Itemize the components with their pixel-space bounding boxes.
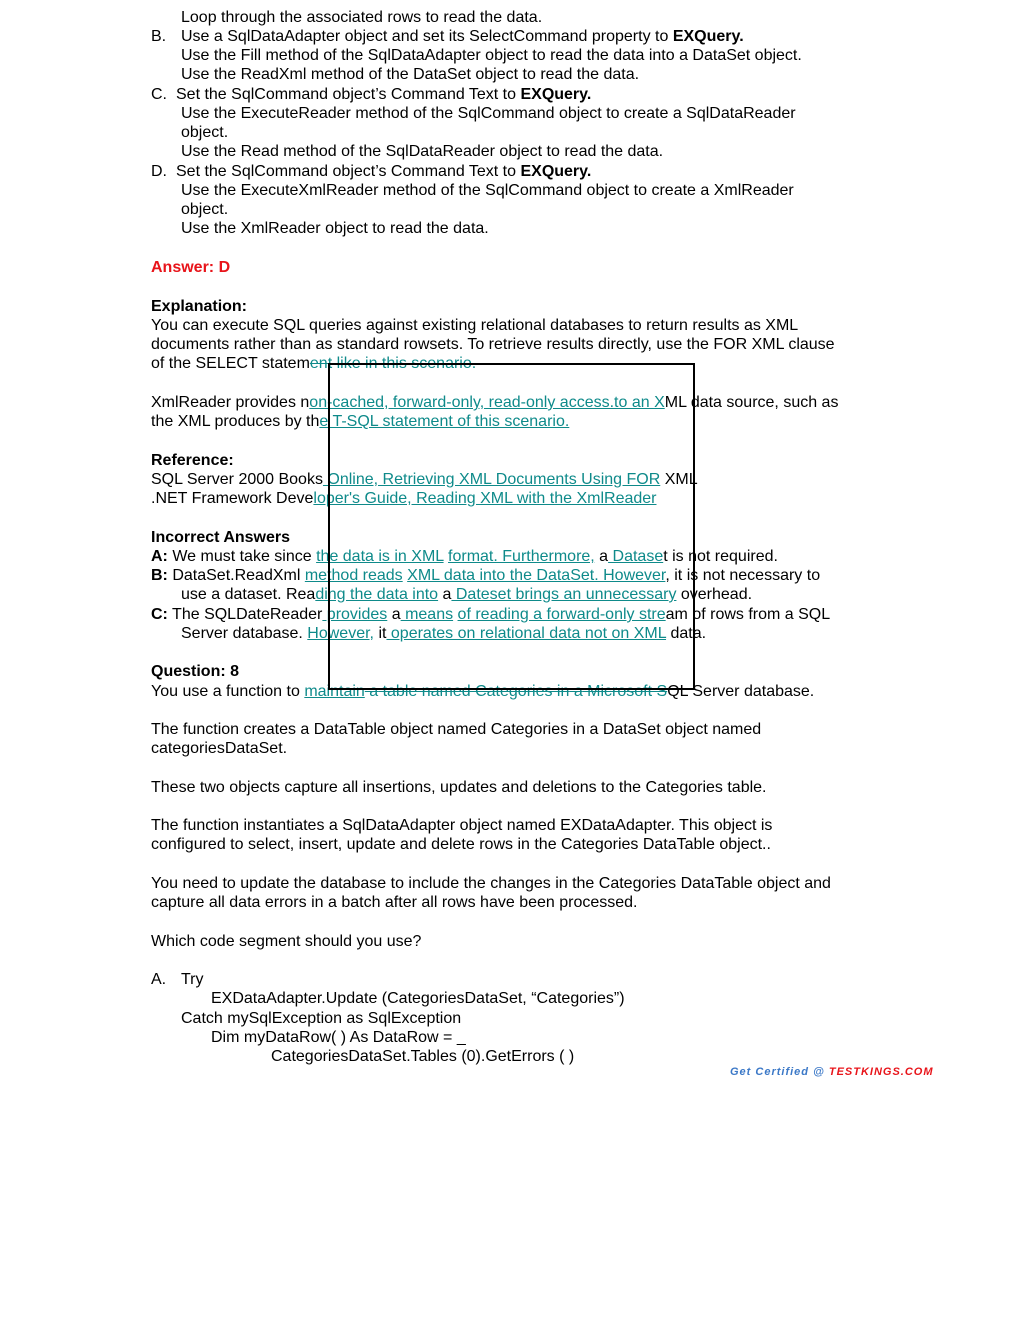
question-line: The function creates a DataTable object named Categories in a DataSet object named: [151, 721, 762, 738]
option-a-line: Loop through the associated rows to read the data.: [181, 9, 543, 26]
question-line: You need to update the database to include the changes in the Categories DataTable object and: [151, 875, 831, 892]
explanation-line: documents rather than as standard rowsets. To retrieve results directly, use the FOR XML clause: [151, 336, 835, 353]
option-d-line4: Use the XmlReader object to read the data.: [181, 220, 489, 237]
incorrect-answer-b: B: DataSet.ReadXml method reads XML data into the DataSet. However, it is not necessary to: [151, 567, 821, 584]
question-line: categoriesDataSet.: [151, 740, 288, 757]
code-line: Catch mySqlException as SqlException: [181, 1010, 462, 1027]
question-line: Which code segment should you use?: [151, 933, 422, 950]
incorrect-answer-c: C: The SQLDateReader provides a means of reading a forward-only stream of rows from a SQL: [151, 606, 831, 623]
option-b-line2: Use the Fill method of the SqlDataAdapter object to read the data into a DataSet object.: [181, 47, 802, 64]
option-c-line3: object.: [181, 124, 229, 141]
explanation-line: XmlReader provides non-cached, forward-only, read-only access.to an XML data source, such as: [151, 394, 839, 411]
option-d-line2: Use the ExecuteXmlReader method of the SqlCommand object to create a XmlReader: [181, 182, 794, 199]
question-line: You use a function to maintain a table named Categories in a Microsoft SQL Server database.: [151, 683, 815, 700]
option-c-line1: Set the SqlCommand object’s Command Text to EXQuery.: [176, 86, 592, 103]
reference-line: SQL Server 2000 Books Online, Retrieving XML Documents Using FOR XML: [151, 471, 698, 488]
watermark-logo: Get Certified @ TESTKINGS.COM: [730, 1066, 934, 1078]
option-b-line3: Use the ReadXml method of the DataSet object to read the data.: [181, 66, 640, 83]
incorrect-answer-c-cont: Server database. However, it operates on relational data not on XML data.: [181, 625, 707, 642]
struck-text: ent like in this scenario.: [309, 355, 477, 372]
link-text[interactable]: e T-SQL statement of this scenario.: [319, 413, 570, 430]
incorrect-answer-b-cont: use a dataset. Reading the data into a Dateset brings an unnecessary overhead.: [181, 586, 753, 603]
option-c-line2: Use the ExecuteReader method of the SqlCommand object to create a SqlDataReader: [181, 105, 796, 122]
question-heading: Question: 8: [151, 663, 240, 680]
option-d-marker: D.: [151, 163, 167, 180]
reference-line: .NET Framework Developer's Guide, Reading XML with the XmlReader: [151, 490, 657, 507]
code-line: Try: [181, 971, 204, 988]
option-b-marker: B.: [151, 28, 167, 45]
incorrect-answers-heading: Incorrect Answers: [151, 529, 291, 546]
question-line: configured to select, insert, update and delete rows in the Categories DataTable object..: [151, 836, 771, 853]
explanation-line: the XML produces by the T-SQL statement of this scenario.: [151, 413, 570, 430]
incorrect-answer-a: A: We must take since the data is in XML format. Furthermore, a Dataset is not required.: [151, 548, 778, 565]
link-text[interactable]: Online, Retrieving XML Documents Using FOR: [322, 471, 661, 488]
code-line: EXDataAdapter.Update (CategoriesDataSet, “Categories”): [211, 990, 625, 1007]
link-text[interactable]: on-cached, forward-only, read-only access.to an X: [309, 394, 665, 411]
option-d-line3: object.: [181, 201, 229, 218]
question-line: These two objects capture all insertions, updates and deletions to the Categories table.: [151, 779, 767, 796]
option-c-marker: C.: [151, 86, 167, 103]
option-c-line4: Use the Read method of the SqlDataReader object to read the data.: [181, 143, 664, 160]
question-line: capture all data errors in a batch after all rows have been processed.: [151, 894, 638, 911]
explanation-heading: Explanation:: [151, 298, 248, 315]
option-d-line1: Set the SqlCommand object’s Command Text to EXQuery.: [176, 163, 592, 180]
answer-label: Answer: D: [151, 259, 231, 276]
link-text[interactable]: loper's Guide, Reading XML with the XmlReader: [313, 490, 657, 507]
reference-heading: Reference:: [151, 452, 234, 469]
code-option-a-marker: A.: [151, 971, 167, 988]
option-b-line1: Use a SqlDataAdapter object and set its SelectCommand property to EXQuery.: [181, 28, 744, 45]
question-line: The function instantiates a SqlDataAdapter object named EXDataAdapter. This object is: [151, 817, 773, 834]
explanation-line: You can execute SQL queries against existing relational databases to return results as XML: [151, 317, 799, 334]
code-line: CategoriesDataSet.Tables (0).GetErrors ( ): [271, 1048, 575, 1065]
explanation-line: of the SELECT statement like in this scenario.: [151, 355, 477, 372]
code-line: Dim myDataRow( ) As DataRow = _: [211, 1029, 466, 1046]
